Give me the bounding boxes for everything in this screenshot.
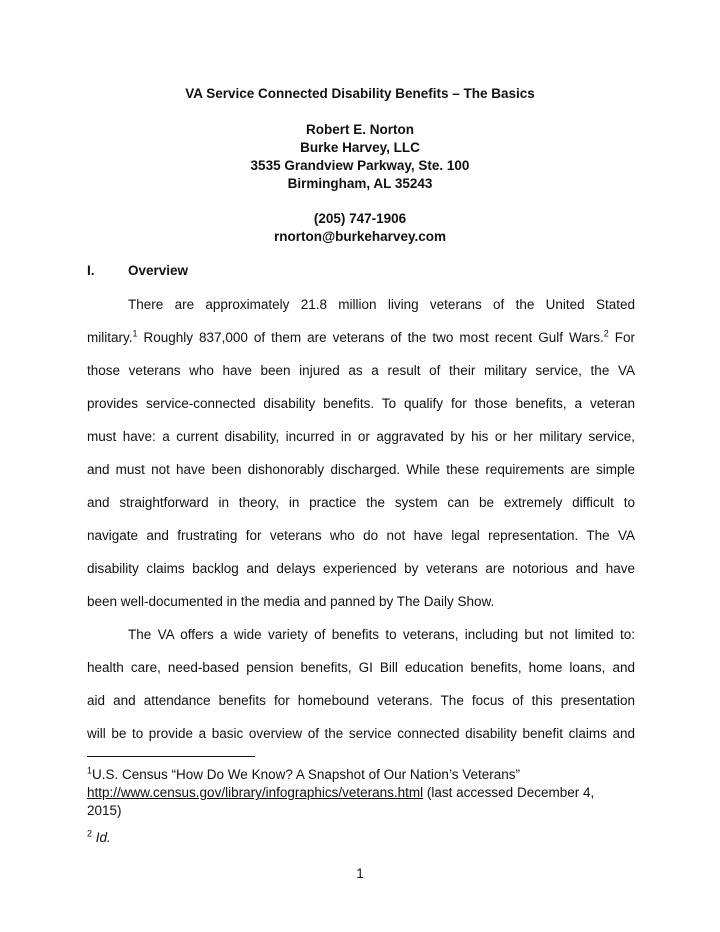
footnote-link[interactable]: http://www.census.gov/library/infographics/veterans.html bbox=[87, 785, 424, 800]
paragraph-line: been well-documented in the media and panned by The Daily Show. bbox=[87, 594, 495, 609]
author-address-line2: Birmingham, AL 35243 bbox=[287, 176, 433, 191]
footnote-text: (last accessed December 4, bbox=[423, 785, 595, 800]
paragraph-line: and straightforward in theory, in practice the system can be extremely difficult to bbox=[87, 495, 635, 510]
author-phone: (205) 747-1906 bbox=[313, 211, 407, 226]
paragraph-line: navigate and frustrating for veterans who do not have legal representation. The VA bbox=[87, 528, 635, 543]
paragraph-line bbox=[87, 329, 635, 347]
section-title: Overview bbox=[128, 263, 189, 278]
paragraph-line: The VA offers a wide variety of benefits to veterans, including but not limited to: bbox=[128, 627, 635, 642]
author-name: Robert E. Norton bbox=[306, 122, 414, 137]
paragraph-line: aid and attendance benefits for homebound veterans. The focus of this presentation bbox=[87, 693, 635, 708]
footnote-2 bbox=[87, 829, 635, 847]
footnote-text: U.S. Census “How Do We Know? A Snapshot of Our Nation’s Veterans” bbox=[92, 767, 520, 782]
footnote-mark: 1 bbox=[87, 765, 93, 776]
text-span: military. bbox=[87, 330, 133, 345]
paragraph-line: those veterans who have been injured as a result of their military service, the VA bbox=[87, 363, 635, 378]
footnote-1-end: 2015) bbox=[87, 803, 122, 818]
paragraph-line: will be to provide a basic overview of the service connected disability benefit claims and bbox=[87, 726, 635, 741]
footnote-divider bbox=[87, 756, 255, 757]
paragraph-line: disability claims backlog and delays experienced by veterans are notorious and have bbox=[87, 561, 635, 576]
paragraph-line: must have: a current disability, incurred in or aggravated by his or her military service, bbox=[87, 429, 635, 444]
footnote-mark: 2 bbox=[87, 828, 93, 839]
section-number: I. bbox=[87, 263, 95, 278]
author-firm: Burke Harvey, LLC bbox=[300, 140, 420, 155]
author-email: rnorton@burkeharvey.com bbox=[274, 229, 446, 244]
paragraph-line: provides service-connected disability benefits. To qualify for those benefits, a veteran bbox=[87, 396, 635, 411]
text-span: For bbox=[608, 330, 635, 345]
paragraph-line: There are approximately 21.8 million living veterans of the United Stated bbox=[128, 297, 635, 312]
paragraph-line: health care, need-based pension benefits, GI Bill education benefits, home loans, and bbox=[87, 660, 635, 675]
document-title: VA Service Connected Disability Benefits – The Basics bbox=[185, 86, 535, 101]
page-number: 1 bbox=[356, 866, 364, 881]
footnote-1-cont bbox=[87, 784, 635, 802]
footnote-text: Id. bbox=[95, 830, 111, 845]
footnote-ref-1: 1 bbox=[132, 328, 138, 339]
footnote-ref-2: 2 bbox=[603, 328, 609, 339]
paragraph-line: and must not have been dishonorably discharged. While these requirements are simple bbox=[87, 462, 635, 477]
footnote-1 bbox=[87, 766, 635, 784]
text-span: Roughly 837,000 of them are veterans of the two most recent Gulf Wars. bbox=[137, 330, 604, 345]
author-address-line1: 3535 Grandview Parkway, Ste. 100 bbox=[250, 158, 470, 173]
